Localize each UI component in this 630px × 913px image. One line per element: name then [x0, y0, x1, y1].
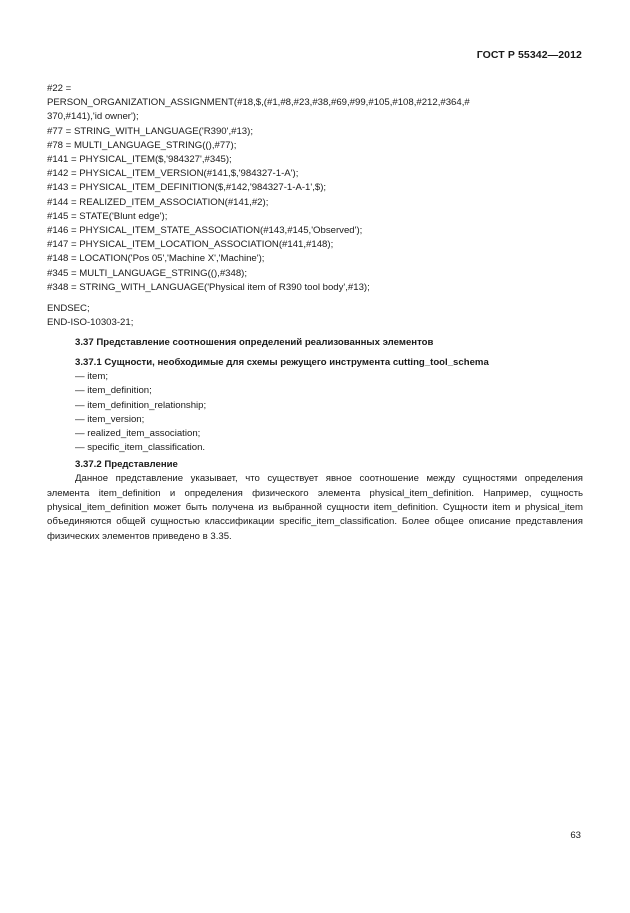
document-standard-header: ГОСТ Р 55342—2012: [476, 49, 582, 61]
code-line: #145 = STATE('Blunt edge');: [47, 210, 168, 222]
code-line: #144 = REALIZED_ITEM_ASSOCIATION(#141,#2);: [47, 196, 269, 208]
code-line: #77 = STRING_WITH_LANGUAGE('R390',#13);: [47, 125, 254, 137]
step-code-block: [47, 82, 592, 295]
list-item: — item_version;: [75, 413, 145, 425]
end-iso-line: END-ISO-10303-21;: [47, 316, 134, 328]
code-line: #78 = MULTI_LANGUAGE_STRING((),#77);: [47, 139, 237, 151]
code-line: #148 = LOCATION('Pos 05','Machine X','Machine');: [47, 253, 265, 265]
code-end-block: [47, 302, 133, 329]
body-paragraph: Данное представление указывает, что существует явное соотношение между сущностями определения элемента item_definition и определения физического элемента physical_item_definition. Например, сущность physical_item_definition может быть получена из выбранной сущности item_definition. Сущности item и physical_item объединяются общей сущностью классификации specific_item_classification. Более общее описание представления физических элементов приведено в 3.35.: [47, 473, 583, 542]
endsec-line: ENDSEC;: [47, 303, 90, 314]
code-line: #22 =: [47, 83, 72, 94]
section-title: 3.37 Представление соотношения определений реализованных элементов: [75, 337, 434, 348]
section-title: 3.37.1 Сущности, необходимые для схемы режущего инструмента cutting_tool_schema: [75, 357, 489, 368]
code-line: PERSON_ORGANIZATION_ASSIGNMENT(#18,$,(#1,#8,#23,#38,#69,#99,#105,#108,#212,#364,#: [47, 97, 470, 109]
code-line: #143 = PHYSICAL_ITEM_DEFINITION($,#142,'984327-1-A-1',$);: [47, 182, 327, 194]
code-line: #142 = PHYSICAL_ITEM_VERSION(#141,$,'984327-1-A');: [47, 168, 299, 180]
entity-list: [47, 370, 583, 455]
list-item: — item_definition;: [75, 385, 152, 397]
code-line: #141 = PHYSICAL_ITEM($,'984327',#345);: [47, 154, 232, 166]
section-3-37-2: [47, 458, 583, 544]
page-number: 63: [570, 830, 581, 841]
list-item: — specific_item_classification.: [75, 442, 206, 454]
section-3-37: [47, 336, 583, 350]
code-line: #345 = MULTI_LANGUAGE_STRING((),#348);: [47, 267, 248, 279]
code-line: #147 = PHYSICAL_ITEM_LOCATION_ASSOCIATION(#141,#148);: [47, 239, 334, 251]
code-line: #146 = PHYSICAL_ITEM_STATE_ASSOCIATION(#143,#145,'Observed');: [47, 225, 363, 237]
list-item: — realized_item_association;: [75, 428, 201, 440]
section-3-37-1: [47, 356, 583, 455]
list-item: — item_definition_relationship;: [75, 399, 207, 411]
code-line: 370,#141),'id owner');: [47, 111, 139, 123]
section-title: 3.37.2 Представление: [75, 459, 178, 470]
code-line: #348 = STRING_WITH_LANGUAGE('Physical item of R390 tool body',#13);: [47, 281, 370, 293]
list-item: — item;: [75, 371, 109, 383]
